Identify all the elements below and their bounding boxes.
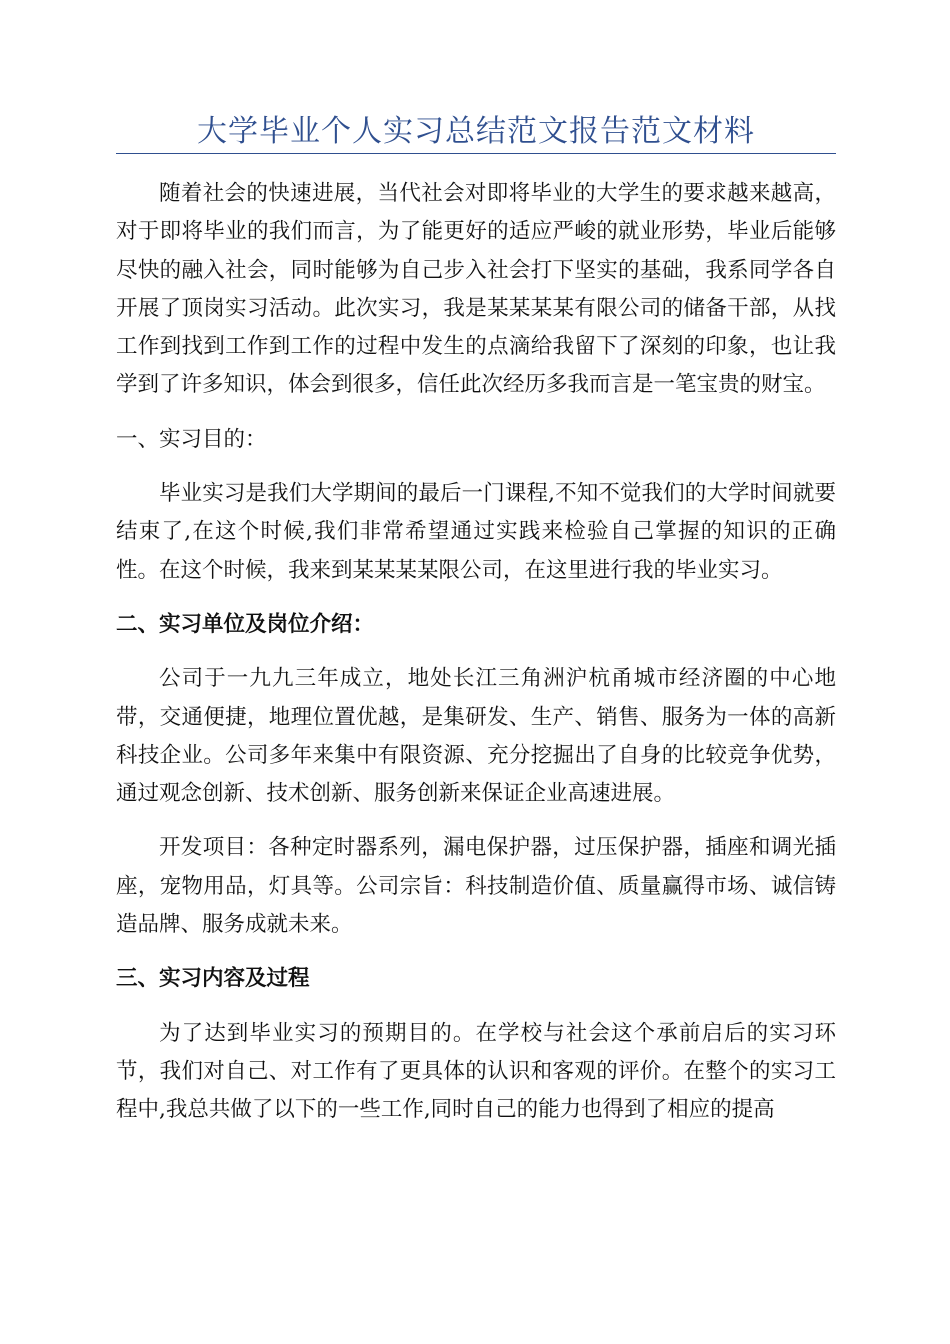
section-heading-content: 三、实习内容及过程 xyxy=(116,966,310,992)
company-paragraph: 公司于一九九三年成立，地处长江三角洲沪杭甬城市经济圈的中心地带，交通便捷，地理位置优越，是集研发、生产、销售、服务为一体的高新科技企业。公司多年来集中有限资源、充分挖掘出了自身的比较竞争优势，通过观念创新、技术创新、服务创新来保证企业高速进展。 xyxy=(116,666,836,807)
title-underline xyxy=(116,153,836,154)
section-heading-company: 二、实习单位及岗位介绍： xyxy=(116,611,375,637)
document-page xyxy=(116,112,836,1130)
document-body xyxy=(116,175,836,1130)
projects-paragraph: 开发项目：各种定时器系列，漏电保护器，过压保护器，插座和调光插座，宠物用品，灯具等。公司宗旨：科技制造价值、质量赢得市场、诚信铸造品牌、服务成就未来。 xyxy=(116,835,836,938)
content-paragraph: 为了达到毕业实习的预期目的。在学校与社会这个承前启后的实习环节，我们对自己、对工作有了更具体的认识和客观的评价。在整个的实习工程中,我总共做了以下的一些工作,同时自己的能力也得到了相应的提高 xyxy=(116,1020,836,1123)
document-title: 大学毕业个人实习总结范文报告范文材料 xyxy=(197,114,755,149)
intro-paragraph: 随着社会的快速进展，当代社会对即将毕业的大学生的要求越来越高，对于即将毕业的我们而言，为了能更好的适应严峻的就业形势，毕业后能够尽快的融入社会，同时能够为自己步入社会打下坚实的基础，我系同学各自开展了顶岗实习活动。此次实习，我是某某某某有限公司的储备干部，从找工作到找到工作到工作的过程中发生的点滴给我留下了深刻的印象，也让我学到了许多知识，体会到很多，信任此次经历多我而言是一笔宝贵的财宝。 xyxy=(116,181,836,398)
section-heading-purpose: 一、实习目的： xyxy=(116,426,267,452)
purpose-paragraph: 毕业实习是我们大学期间的最后一门课程,不知不觉我们的大学时间就要结束了,在这个时候,我们非常希望通过实践来检验自己掌握的知识的正确性。在这个时候，我来到某某某某限公司，在这里进行我的毕业实习。 xyxy=(116,481,836,583)
